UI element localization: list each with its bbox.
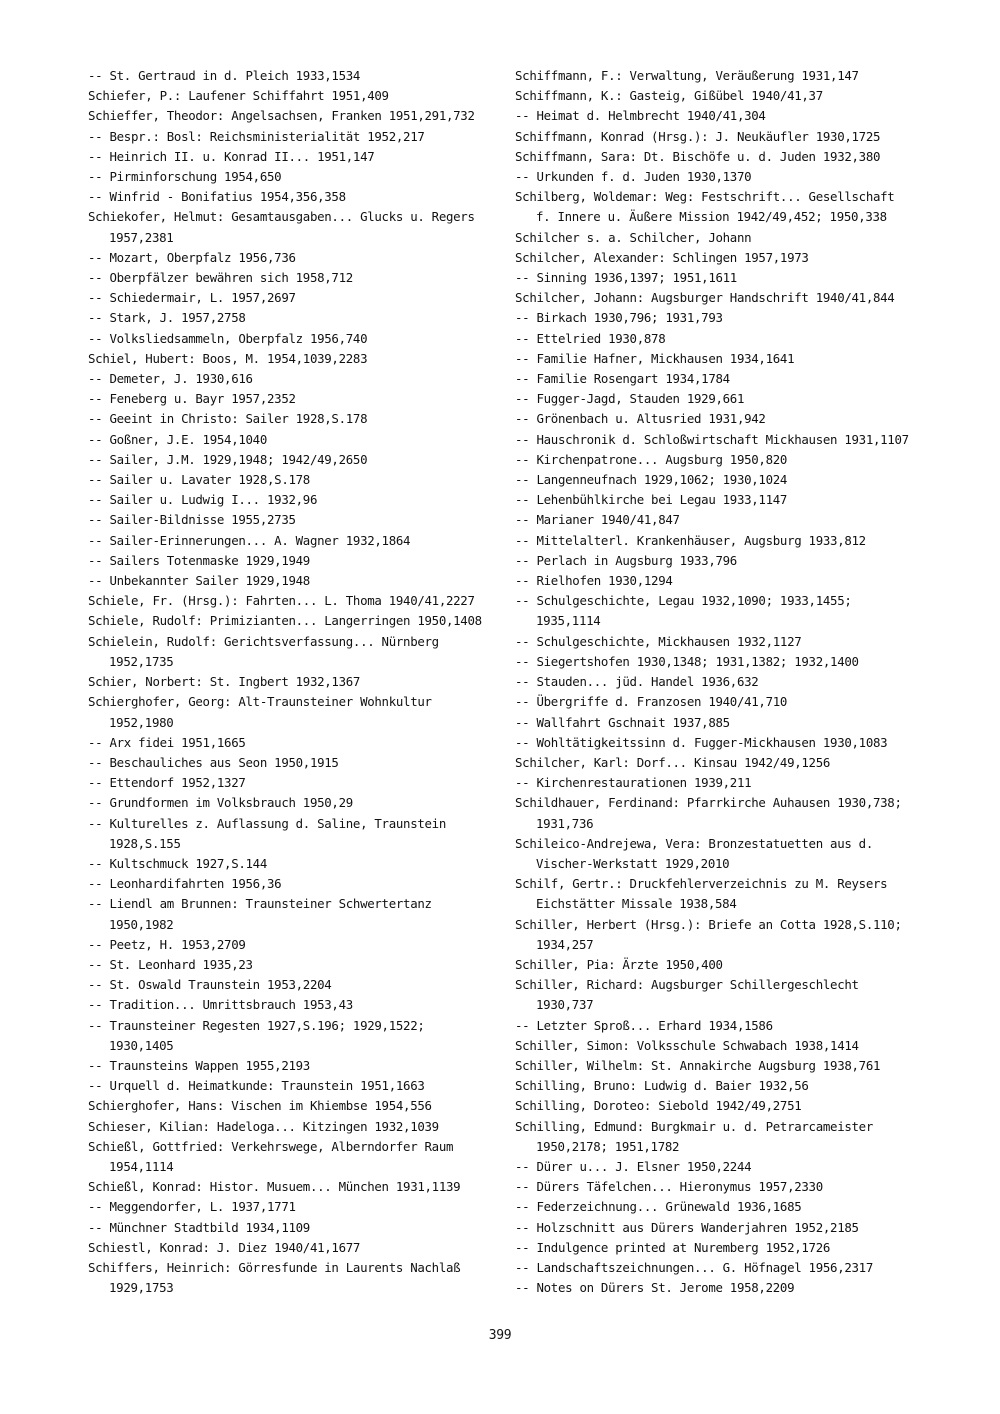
- index-entry: Schiffmann, Konrad (Hrsg.): J. Neukäufler 1930,1725: [515, 128, 881, 144]
- index-entry: -- St. Leonhard 1935,23: [88, 956, 253, 972]
- index-entry: -- Leonhardifahrten 1956,36: [88, 876, 282, 892]
- index-entry: -- Fugger-Jagd, Stauden 1929,661: [515, 391, 745, 407]
- index-entry: -- Grönenbach u. Altusried 1931,942: [515, 411, 766, 427]
- index-entry: Schilcher s. a. Schilcher, Johann: [515, 229, 752, 245]
- index-entry: Schiffers, Heinrich: Görresfunde in Laurents Nachlaß: [88, 1259, 461, 1275]
- index-entry: -- Birkach 1930,796; 1931,793: [515, 310, 723, 326]
- index-entry: Schier, Norbert: St. Ingbert 1932,1367: [88, 674, 361, 690]
- index-entry-continuation: 1954,1114: [109, 1158, 174, 1174]
- index-entry-continuation: 1952,1980: [109, 714, 174, 730]
- index-entry: -- Dürers Täfelchen... Hieronymus 1957,2330: [515, 1179, 823, 1195]
- index-entry-continuation: Eichstätter Missale 1938,584: [536, 896, 737, 912]
- index-entry: -- Tradition... Umrittsbrauch 1953,43: [88, 997, 353, 1013]
- index-entry: -- Kirchenrestaurationen 1939,211: [515, 775, 752, 791]
- index-entry: -- Volksliedsammeln, Oberpfalz 1956,740: [88, 330, 368, 346]
- index-entry: Schilcher, Alexander: Schlingen 1957,1973: [515, 249, 809, 265]
- index-entry: Schießl, Gottfried: Verkehrswege, Alberndorfer Raum: [88, 1138, 454, 1154]
- index-entry: -- Landschaftszeichnungen... G. Höfnagel 1956,2317: [515, 1259, 873, 1275]
- index-entry: Schiller, Richard: Augsburger Schillergeschlecht: [515, 977, 859, 993]
- index-entry: -- Beschauliches aus Seon 1950,1915: [88, 754, 339, 770]
- index-entry: Schiffmann, K.: Gasteig, Gißübel 1940/41,37: [515, 88, 823, 104]
- index-entry: -- Traunsteiner Regesten 1927,S.196; 1929,1522;: [88, 1017, 425, 1033]
- right-column: [515, 66, 935, 1298]
- index-entry-continuation: 1928,S.155: [109, 835, 181, 851]
- index-entry: Schieffer, Theodor: Angelsachsen, Franken 1951,291,732: [88, 108, 475, 124]
- index-entry-continuation: 1950,2178; 1951,1782: [536, 1138, 680, 1154]
- index-entry: -- Heinrich II. u. Konrad II... 1951,147: [88, 148, 375, 164]
- index-entry: -- Traunsteins Wappen 1955,2193: [88, 1057, 310, 1073]
- index-entry: -- Schulgeschichte, Mickhausen 1932,1127: [515, 633, 802, 649]
- index-entry: Schilcher, Karl: Dorf... Kinsau 1942/49,1256: [515, 754, 831, 770]
- index-entry-continuation: 1950,1982: [109, 916, 174, 932]
- index-entry: -- Mittelalterl. Krankenhäuser, Augsburg 1933,812: [515, 532, 866, 548]
- index-entry: -- Familie Hafner, Mickhausen 1934,1641: [515, 350, 795, 366]
- index-entry-continuation: 1930,737: [536, 997, 594, 1013]
- index-entry: -- Demeter, J. 1930,616: [88, 371, 253, 387]
- index-entry: Schiffmann, F.: Verwaltung, Veräußerung 1931,147: [515, 68, 859, 83]
- index-entry: -- Münchner Stadtbild 1934,1109: [88, 1219, 310, 1235]
- index-entry: -- Stark, J. 1957,2758: [88, 310, 246, 326]
- index-entry: Schildhauer, Ferdinand: Pfarrkirche Auhausen 1930,738;: [515, 795, 902, 811]
- index-entry: Schilf, Gertr.: Druckfehlerverzeichnis zu M. Reysers: [515, 876, 888, 892]
- index-entry: Schierghofer, Hans: Vischen im Khiembse 1954,556: [88, 1098, 432, 1114]
- index-entry: -- Lehenbühlkirche bei Legau 1933,1147: [515, 492, 788, 508]
- index-entry-continuation: 1957,2381: [109, 229, 174, 245]
- index-entry: Schilberg, Woldemar: Weg: Festschrift... Gesellschaft: [515, 189, 895, 205]
- index-entry: -- Urkunden f. d. Juden 1930,1370: [515, 169, 752, 185]
- index-entry: -- Schiedermair, L. 1957,2697: [88, 290, 296, 306]
- index-entry: -- Liendl am Brunnen: Traunsteiner Schwertertanz: [88, 896, 432, 912]
- index-entry: Schiller, Herbert (Hrsg.): Briefe an Cotta 1928,S.110;: [515, 916, 902, 932]
- index-entry: -- Oberpfälzer bewähren sich 1958,712: [88, 270, 353, 286]
- index-entry: -- Dürer u... J. Elsner 1950,2244: [515, 1158, 752, 1174]
- index-entry: Schielein, Rudolf: Gerichtsverfassung... Nürnberg: [88, 633, 439, 649]
- index-entry: -- Peetz, H. 1953,2709: [88, 936, 246, 952]
- index-entry-continuation: 1934,257: [536, 936, 594, 952]
- index-entry: Schiller, Pia: Ärzte 1950,400: [515, 956, 723, 972]
- index-entry: -- Arx fidei 1951,1665: [88, 734, 246, 750]
- index-entry: Schilling, Bruno: Ludwig d. Baier 1932,56: [515, 1078, 809, 1094]
- index-entry: -- Indulgence printed at Nuremberg 1952,1726: [515, 1239, 831, 1255]
- index-entry: -- Holzschnitt aus Dürers Wanderjahren 1952,2185: [515, 1219, 859, 1235]
- index-entry: -- Meggendorfer, L. 1937,1771: [88, 1199, 296, 1215]
- index-entry-continuation: 1930,1405: [109, 1037, 174, 1053]
- index-entry: Schilling, Edmund: Burgkmair u. d. Petrarcameister: [515, 1118, 873, 1134]
- index-entry: -- Bespr.: Bosl: Reichsministerialität 1952,217: [88, 128, 425, 144]
- index-entry: Schiefer, P.: Laufener Schiffahrt 1951,409: [88, 88, 389, 104]
- index-entry: -- Winfrid - Bonifatius 1954,356,358: [88, 189, 346, 205]
- index-entry: Schiestl, Konrad: J. Diez 1940/41,1677: [88, 1239, 361, 1255]
- index-entry-continuation: 1929,1753: [109, 1280, 174, 1296]
- index-entry: -- Schulgeschichte, Legau 1932,1090; 1933,1455;: [515, 593, 852, 609]
- index-entry: Schießl, Konrad: Histor. Musuem... München 1931,1139: [88, 1179, 461, 1195]
- index-entry: -- Feneberg u. Bayr 1957,2352: [88, 391, 296, 407]
- index-entry: -- Sailer-Erinnerungen... A. Wagner 1932,1864: [88, 532, 411, 548]
- index-entry: -- Pirminforschung 1954,650: [88, 169, 282, 185]
- index-entry: -- Langenneufnach 1929,1062; 1930,1024: [515, 472, 788, 488]
- index-entry: -- Ettendorf 1952,1327: [88, 775, 246, 791]
- index-entry: -- Wallfahrt Gschnait 1937,885: [515, 714, 730, 730]
- index-entry-continuation: 1935,1114: [536, 613, 601, 629]
- index-entry-continuation: f. Innere u. Äußere Mission 1942/49,452; 1950,338: [536, 209, 887, 225]
- index-entry: -- Unbekannter Sailer 1929,1948: [88, 573, 310, 589]
- index-entry: -- Übergriffe d. Franzosen 1940/41,710: [515, 694, 788, 710]
- index-entry: -- Mozart, Oberpfalz 1956,736: [88, 249, 296, 265]
- index-entry: -- Rielhofen 1930,1294: [515, 573, 673, 589]
- index-entry: -- Grundformen im Volksbrauch 1950,29: [88, 795, 353, 811]
- index-entry: -- Sinning 1936,1397; 1951,1611: [515, 270, 737, 286]
- index-entry: Schiffmann, Sara: Dt. Bischöfe u. d. Juden 1932,380: [515, 148, 881, 164]
- index-entry: -- Sailers Totenmaske 1929,1949: [88, 552, 310, 568]
- index-entry: Schiekofer, Helmut: Gesamtausgaben... Glucks u. Regers: [88, 209, 475, 225]
- index-entry: -- Heimat d. Helmbrecht 1940/41,304: [515, 108, 766, 124]
- index-entry: Schileico-Andrejewa, Vera: Bronzestatuetten aus d.: [515, 835, 873, 851]
- index-entry: -- St. Gertraud in d. Pleich 1933,1534: [88, 68, 361, 83]
- index-entry: -- Hauschronik d. Schloßwirtschaft Mickhausen 1931,1107: [515, 431, 909, 447]
- index-entry: Schiele, Fr. (Hrsg.): Fahrten... L. Thoma 1940/41,2227: [88, 593, 475, 609]
- index-entry: -- Urquell d. Heimatkunde: Traunstein 1951,1663: [88, 1078, 425, 1094]
- index-entry: -- Kirchenpatrone... Augsburg 1950,820: [515, 451, 788, 467]
- index-entry: -- Federzeichnung... Grünewald 1936,1685: [515, 1199, 802, 1215]
- index-entry: Schierghofer, Georg: Alt-Traunsteiner Wohnkultur: [88, 694, 432, 710]
- index-entry: -- Geeint in Christo: Sailer 1928,S.178: [88, 411, 368, 427]
- index-entry-continuation: 1931,736: [536, 815, 594, 831]
- index-entry: -- Kulturelles z. Auflassung d. Saline, Traunstein: [88, 815, 446, 831]
- index-entry: -- Perlach in Augsburg 1933,796: [515, 552, 737, 568]
- index-entry: Schiller, Wilhelm: St. Annakirche Augsburg 1938,761: [515, 1057, 881, 1073]
- index-entry: Schieser, Kilian: Hadeloga... Kitzingen 1932,1039: [88, 1118, 439, 1134]
- index-entry: -- Goßner, J.E. 1954,1040: [88, 431, 267, 447]
- index-entry: -- Notes on Dürers St. Jerome 1958,2209: [515, 1280, 795, 1296]
- index-entry: -- Siegertshofen 1930,1348; 1931,1382; 1932,1400: [515, 653, 859, 669]
- index-entry: -- Stauden... jüd. Handel 1936,632: [515, 674, 759, 690]
- index-entry: Schiel, Hubert: Boos, M. 1954,1039,2283: [88, 350, 368, 366]
- index-entry: -- Sailer-Bildnisse 1955,2735: [88, 512, 296, 528]
- index-entry: -- Sailer, J.M. 1929,1948; 1942/49,2650: [88, 451, 368, 467]
- left-column: [88, 66, 498, 1298]
- index-entry: -- Marianer 1940/41,847: [515, 512, 680, 528]
- index-entry-continuation: 1952,1735: [109, 653, 174, 669]
- index-entry: -- St. Oswald Traunstein 1953,2204: [88, 977, 332, 993]
- index-entry-continuation: Vischer-Werkstatt 1929,2010: [536, 855, 730, 871]
- index-entry: Schiele, Rudolf: Primizianten... Langerringen 1950,1408: [88, 613, 482, 629]
- index-entry: Schilcher, Johann: Augsburger Handschrift 1940/41,844: [515, 290, 895, 306]
- index-entry: -- Kultschmuck 1927,S.144: [88, 855, 267, 871]
- index-entry: -- Sailer u. Lavater 1928,S.178: [88, 472, 310, 488]
- index-entry: -- Familie Rosengart 1934,1784: [515, 371, 730, 387]
- index-entry: -- Wohltätigkeitssinn d. Fugger-Mickhausen 1930,1083: [515, 734, 888, 750]
- index-entry: -- Sailer u. Ludwig I... 1932,96: [88, 492, 318, 508]
- index-entry: -- Letzter Sproß... Erhard 1934,1586: [515, 1017, 773, 1033]
- page-number: 399: [488, 1328, 512, 1343]
- index-entry: Schilling, Doroteo: Siebold 1942/49,2751: [515, 1098, 802, 1114]
- index-entry: -- Ettelried 1930,878: [515, 330, 666, 346]
- index-entry: Schiller, Simon: Volksschule Schwabach 1938,1414: [515, 1037, 859, 1053]
